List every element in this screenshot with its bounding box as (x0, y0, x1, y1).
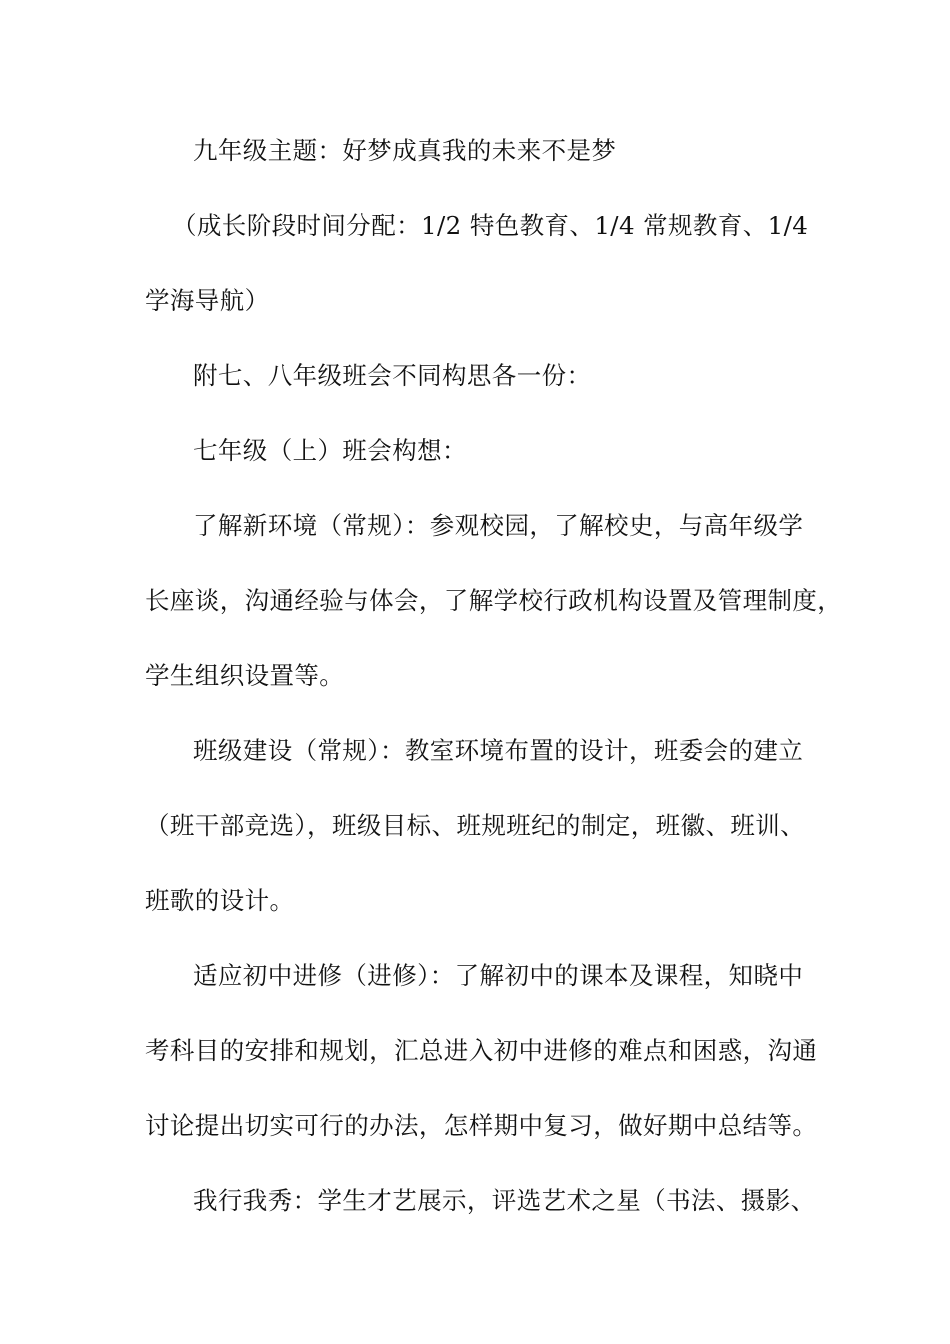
text-line: 长座谈，沟通经验与体会，了解学校行政机构设置及管理制度， (145, 586, 843, 615)
text-line: 九年级主题：好梦成真我的未来不是梦 (193, 136, 617, 165)
text-line: 学海导航） (145, 286, 270, 315)
text-line: 适应初中进修（进修）：了解初中的课本及课程，知晓中 (193, 961, 804, 990)
text-line: 七年级（上）班会构想： (193, 436, 467, 465)
text-line: 班歌的设计。 (145, 886, 295, 915)
text-line: 我行我秀：学生才艺展示，评选艺术之星（书法、摄影、 (193, 1186, 816, 1215)
text-line: 班级建设（常规）：教室环境布置的设计，班委会的建立 (193, 736, 804, 765)
text-line: （成长阶段时间分配：1/2 特色教育、1/4 常规教育、1/4 (172, 211, 809, 240)
text-line: 附七、八年级班会不同构思各一份： (193, 361, 592, 390)
text-line: 了解新环境（常规）：参观校园，了解校史，与高年级学 (193, 511, 804, 540)
text-line: （班干部竞选），班级目标、班规班纪的制定，班徽、班训、 (145, 811, 806, 840)
text-line: 讨论提出切实可行的办法，怎样期中复习，做好期中总结等。 (145, 1111, 818, 1140)
text-line: 考科目的安排和规划，汇总进入初中进修的难点和困惑，沟通 (145, 1036, 818, 1065)
text-line: 学生组织设置等。 (145, 661, 345, 690)
